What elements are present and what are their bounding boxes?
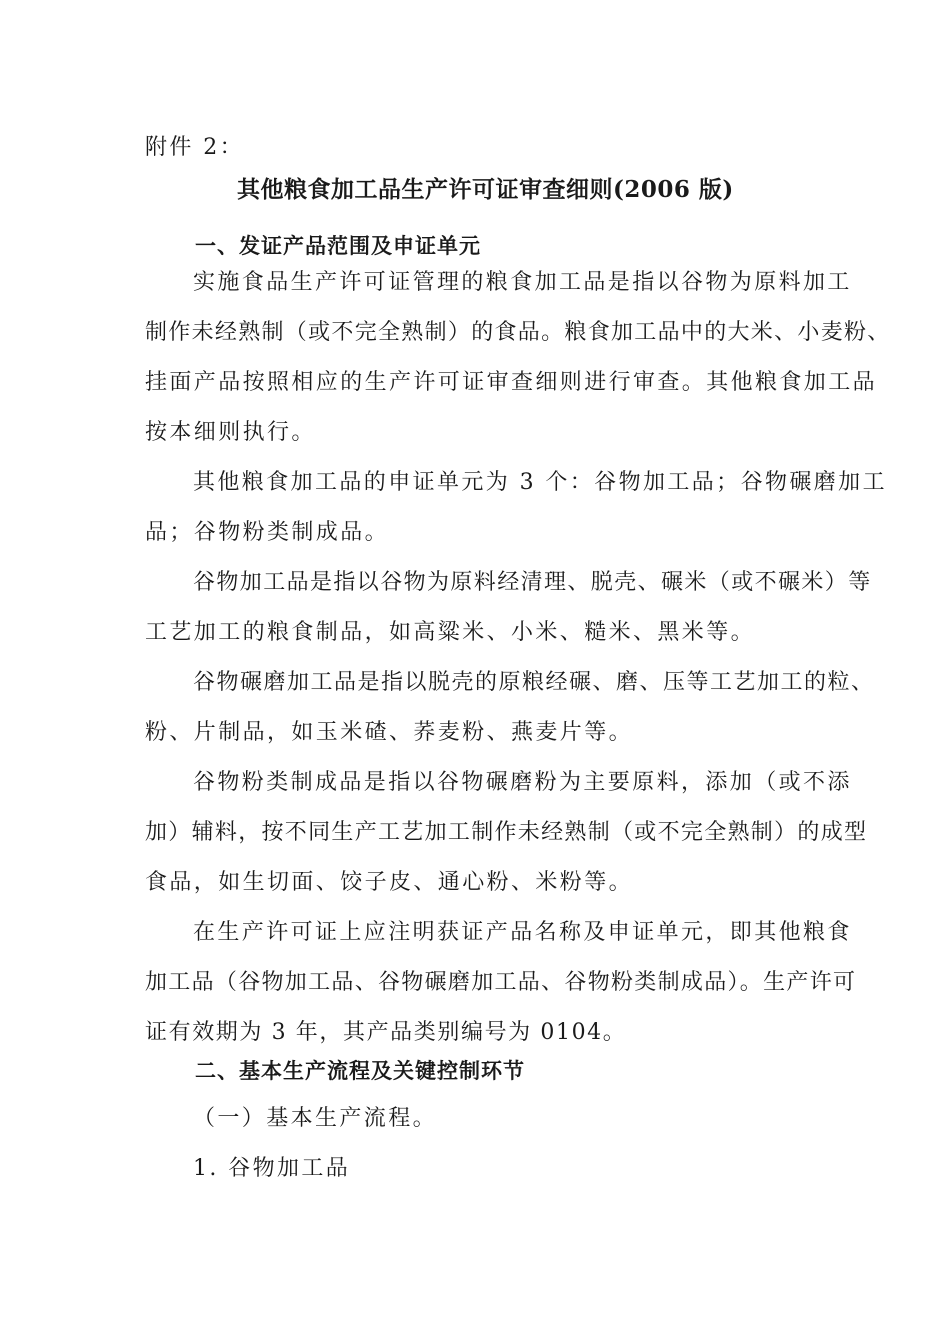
paragraph-line: 品；谷物粉类制成品。	[145, 520, 390, 545]
paragraph-line: 其他粮食加工品的申证单元为 3 个：谷物加工品；谷物碾磨加工	[193, 470, 887, 495]
paragraph-line: 证有效期为 3 年，其产品类别编号为 0104。	[145, 1020, 627, 1045]
paragraph-line: 加工品（谷物加工品、谷物碾磨加工品、谷物粉类制成品）。生产许可	[145, 970, 857, 995]
paragraph-line: 工艺加工的粮食制品，如高粱米、小米、糙米、黑米等。	[145, 620, 756, 645]
document-title: 其他粮食加工品生产许可证审查细则(2006 版)	[237, 176, 734, 203]
section-heading-2: 二、基本生产流程及关键控制环节	[195, 1059, 525, 1083]
section-heading-1: 一、发证产品范围及申证单元	[195, 234, 481, 258]
attachment-label: 附件 2：	[145, 135, 244, 160]
subsection-heading: （一）基本生产流程。	[193, 1106, 438, 1131]
paragraph-line: 制作未经熟制（或不完全熟制）的食品。粮食加工品中的大米、小麦粉、	[145, 320, 891, 345]
paragraph-line: 谷物碾磨加工品是指以脱壳的原粮经碾、磨、压等工艺加工的粒、	[193, 670, 875, 695]
paragraph-line: 谷物粉类制成品是指以谷物碾磨粉为主要原料，添加（或不添	[193, 770, 852, 795]
paragraph-line: 实施食品生产许可证管理的粮食加工品是指以谷物为原料加工	[193, 270, 852, 295]
list-item: 1. 谷物加工品	[193, 1156, 351, 1181]
paragraph-line: 挂面产品按照相应的生产许可证审查细则进行审查。其他粮食加工品	[145, 370, 878, 395]
paragraph-line: 加）辅料，按不同生产工艺加工制作未经熟制（或不完全熟制）的成型	[145, 820, 868, 845]
paragraph-line: 按本细则执行。	[145, 420, 316, 445]
paragraph-line: 谷物加工品是指以谷物为原料经清理、脱壳、碾米（或不碾米）等	[193, 570, 872, 595]
paragraph-line: 在生产许可证上应注明获证产品名称及申证单元，即其他粮食	[193, 920, 852, 945]
paragraph-line: 粉、片制品，如玉米碴、荞麦粉、燕麦片等。	[145, 720, 634, 745]
paragraph-line: 食品，如生切面、饺子皮、通心粉、米粉等。	[145, 870, 634, 895]
